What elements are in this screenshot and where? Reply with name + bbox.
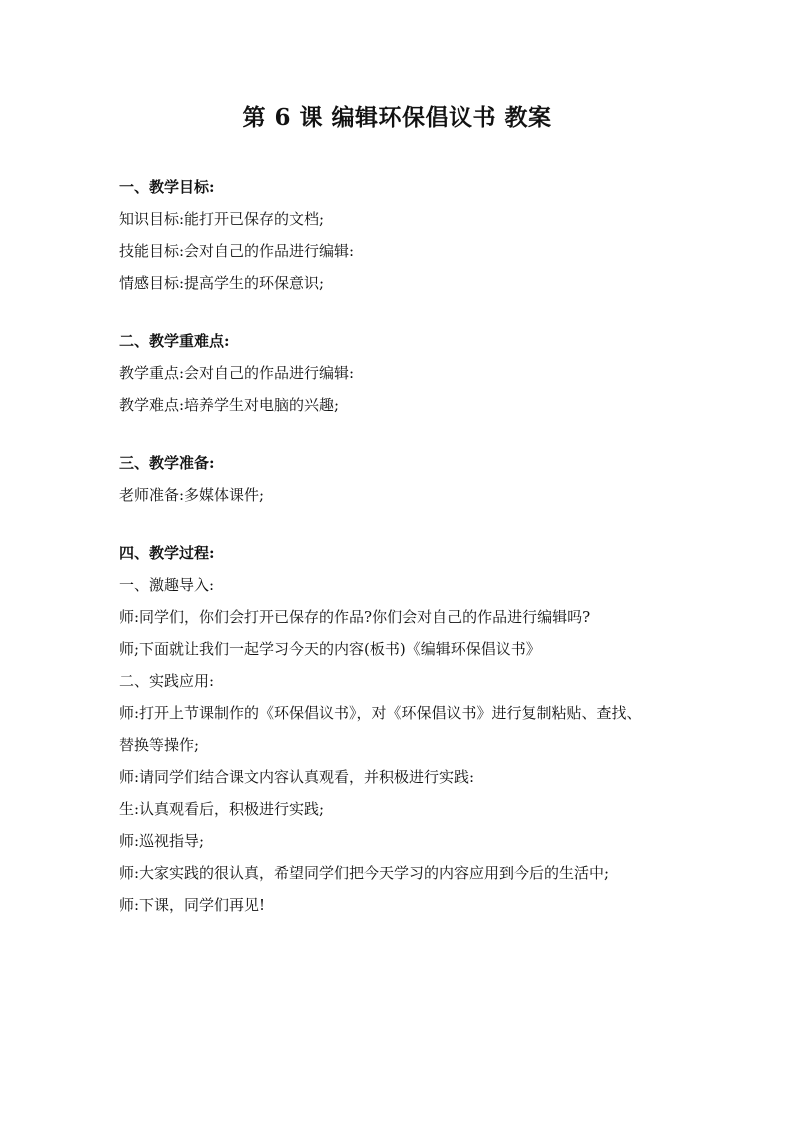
section-teaching-process <box>119 537 709 921</box>
section-preparation <box>119 447 709 511</box>
text-line: 情感目标:提高学生的环保意识; <box>119 274 325 292</box>
text-line: 教学难点:培养学生对电脑的兴趣; <box>119 396 340 414</box>
section-heading: 一、教学目标: <box>119 178 215 196</box>
section-teaching-goals <box>119 171 709 299</box>
text-line: 师:大家实践的很认真，希望同学们把今天学习的内容应用到今后的生活中; <box>119 864 610 882</box>
section-heading: 三、教学准备: <box>119 454 215 472</box>
text-line: 师:下课，同学们再见! <box>119 896 266 914</box>
section-key-points <box>119 325 709 421</box>
text-line: 生:认真观看后，积极进行实践; <box>119 800 325 818</box>
text-line: 一、激趣导入: <box>119 576 215 594</box>
section-heading: 二、教学重难点: <box>119 332 230 350</box>
text-line: 教学重点:会对自己的作品进行编辑: <box>119 364 355 382</box>
text-line: 技能目标:会对自己的作品进行编辑: <box>119 242 355 260</box>
text-line: 替换等操作; <box>119 736 200 754</box>
text-line: 二、实践应用: <box>119 672 215 690</box>
document-body <box>119 171 709 947</box>
page-title: 第 6 课 编辑环保倡议书 教案 <box>242 104 552 131</box>
text-line: 师;下面就让我们一起学习今天的内容(板书)《编辑环保倡议书》 <box>119 640 541 658</box>
section-heading: 四、教学过程: <box>119 544 215 562</box>
text-line: 师:巡视指导; <box>119 832 205 850</box>
text-line: 师:打开上节课制作的《环保倡议书》，对《环保倡议书》进行复制粘贴、查找、 <box>119 704 642 722</box>
text-line: 知识目标:能打开已保存的文档; <box>119 210 325 228</box>
text-line: 师:请同学们结合课文内容认真观看，并积极进行实践: <box>119 768 475 786</box>
text-line: 师:同学们，你们会打开已保存的作品?你们会对自己的作品进行编辑吗? <box>119 608 591 626</box>
text-line: 老师准备:多媒体课件; <box>119 486 265 504</box>
